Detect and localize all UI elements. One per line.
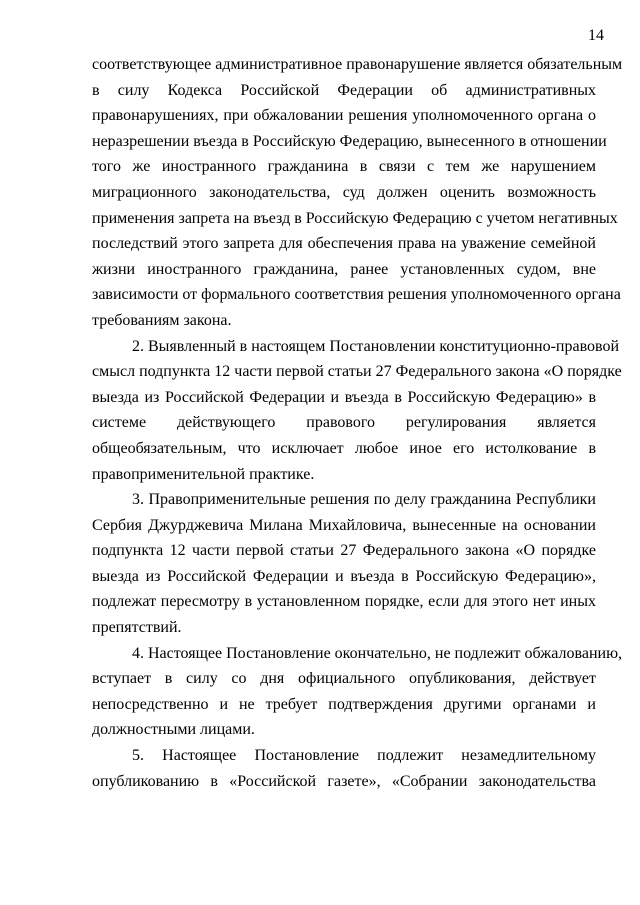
text-line: Сербия Джурджевича Милана Михайловича, вынесенные на основании xyxy=(92,516,596,534)
text-line: опубликованию в «Российской газете», «Собрании законодательства xyxy=(92,772,596,790)
text-line: непосредственно и не требует подтверждения другими органами и xyxy=(92,695,596,713)
text-line: применения запрета на въезд в Российскую Федерацию с учетом негативных xyxy=(92,209,618,227)
text-line: неразрешении въезда в Российскую Федерацию, вынесенного в отношении xyxy=(92,132,607,150)
text-line: требованиям закона. xyxy=(92,311,232,329)
text-line: правоприменительной практике. xyxy=(92,465,315,483)
text-line: общеобязательным, что исключает любое иное его истолкование в xyxy=(92,439,596,457)
text-line: того же иностранного гражданина в связи с тем же нарушением xyxy=(92,158,596,176)
text-line: зависимости от формального соответствия решения уполномоченного органа xyxy=(92,286,621,304)
text-line: миграционного законодательства, суд должен оценить возможность xyxy=(92,183,596,201)
text-line: вступает в силу со дня официального опубликования, действует xyxy=(92,670,596,688)
text-line: выезда из Российской Федерации и въезда в Российскую Федерацию», xyxy=(92,567,596,585)
page-number: 14 xyxy=(588,27,604,44)
text-line: подлежат пересмотру в установленном порядке, если для этого нет иных xyxy=(92,593,596,611)
body-text xyxy=(92,52,623,794)
text-line: 4. Настоящее Постановление окончательно, не подлежит обжалованию, xyxy=(132,644,623,662)
text-line: системе действующего правового регулирования является xyxy=(92,414,596,432)
text-line: подпункта 12 части первой статьи 27 Федерального закона «О порядке xyxy=(92,542,596,560)
text-line: смысл подпункта 12 части первой статьи 27 Федерального закона «О порядке xyxy=(92,363,622,381)
text-line: 3. Правоприменительные решения по делу гражданина Республики xyxy=(132,491,596,509)
text-line: 2. Выявленный в настоящем Постановлении конституционно-правовой xyxy=(132,337,620,355)
text-line: должностными лицами. xyxy=(92,721,255,739)
text-line: жизни иностранного гражданина, ранее установленных судом, вне xyxy=(92,260,596,278)
text-line: правонарушениях, при обжаловании решения уполномоченного органа о xyxy=(92,107,596,125)
text-line: последствий этого запрета для обеспечения права на уважение семейной xyxy=(92,235,596,253)
text-line: соответствующее административное правонарушение является обязательным xyxy=(92,56,623,73)
text-line: в силу Кодекса Российской Федерации об административных xyxy=(92,81,596,99)
text-line: 5. Настоящее Постановление подлежит незамедлительному xyxy=(132,747,596,765)
text-line: препятствий. xyxy=(92,619,182,637)
text-line: выезда из Российской Федерации и въезда в Российскую Федерацию» в xyxy=(92,388,596,406)
